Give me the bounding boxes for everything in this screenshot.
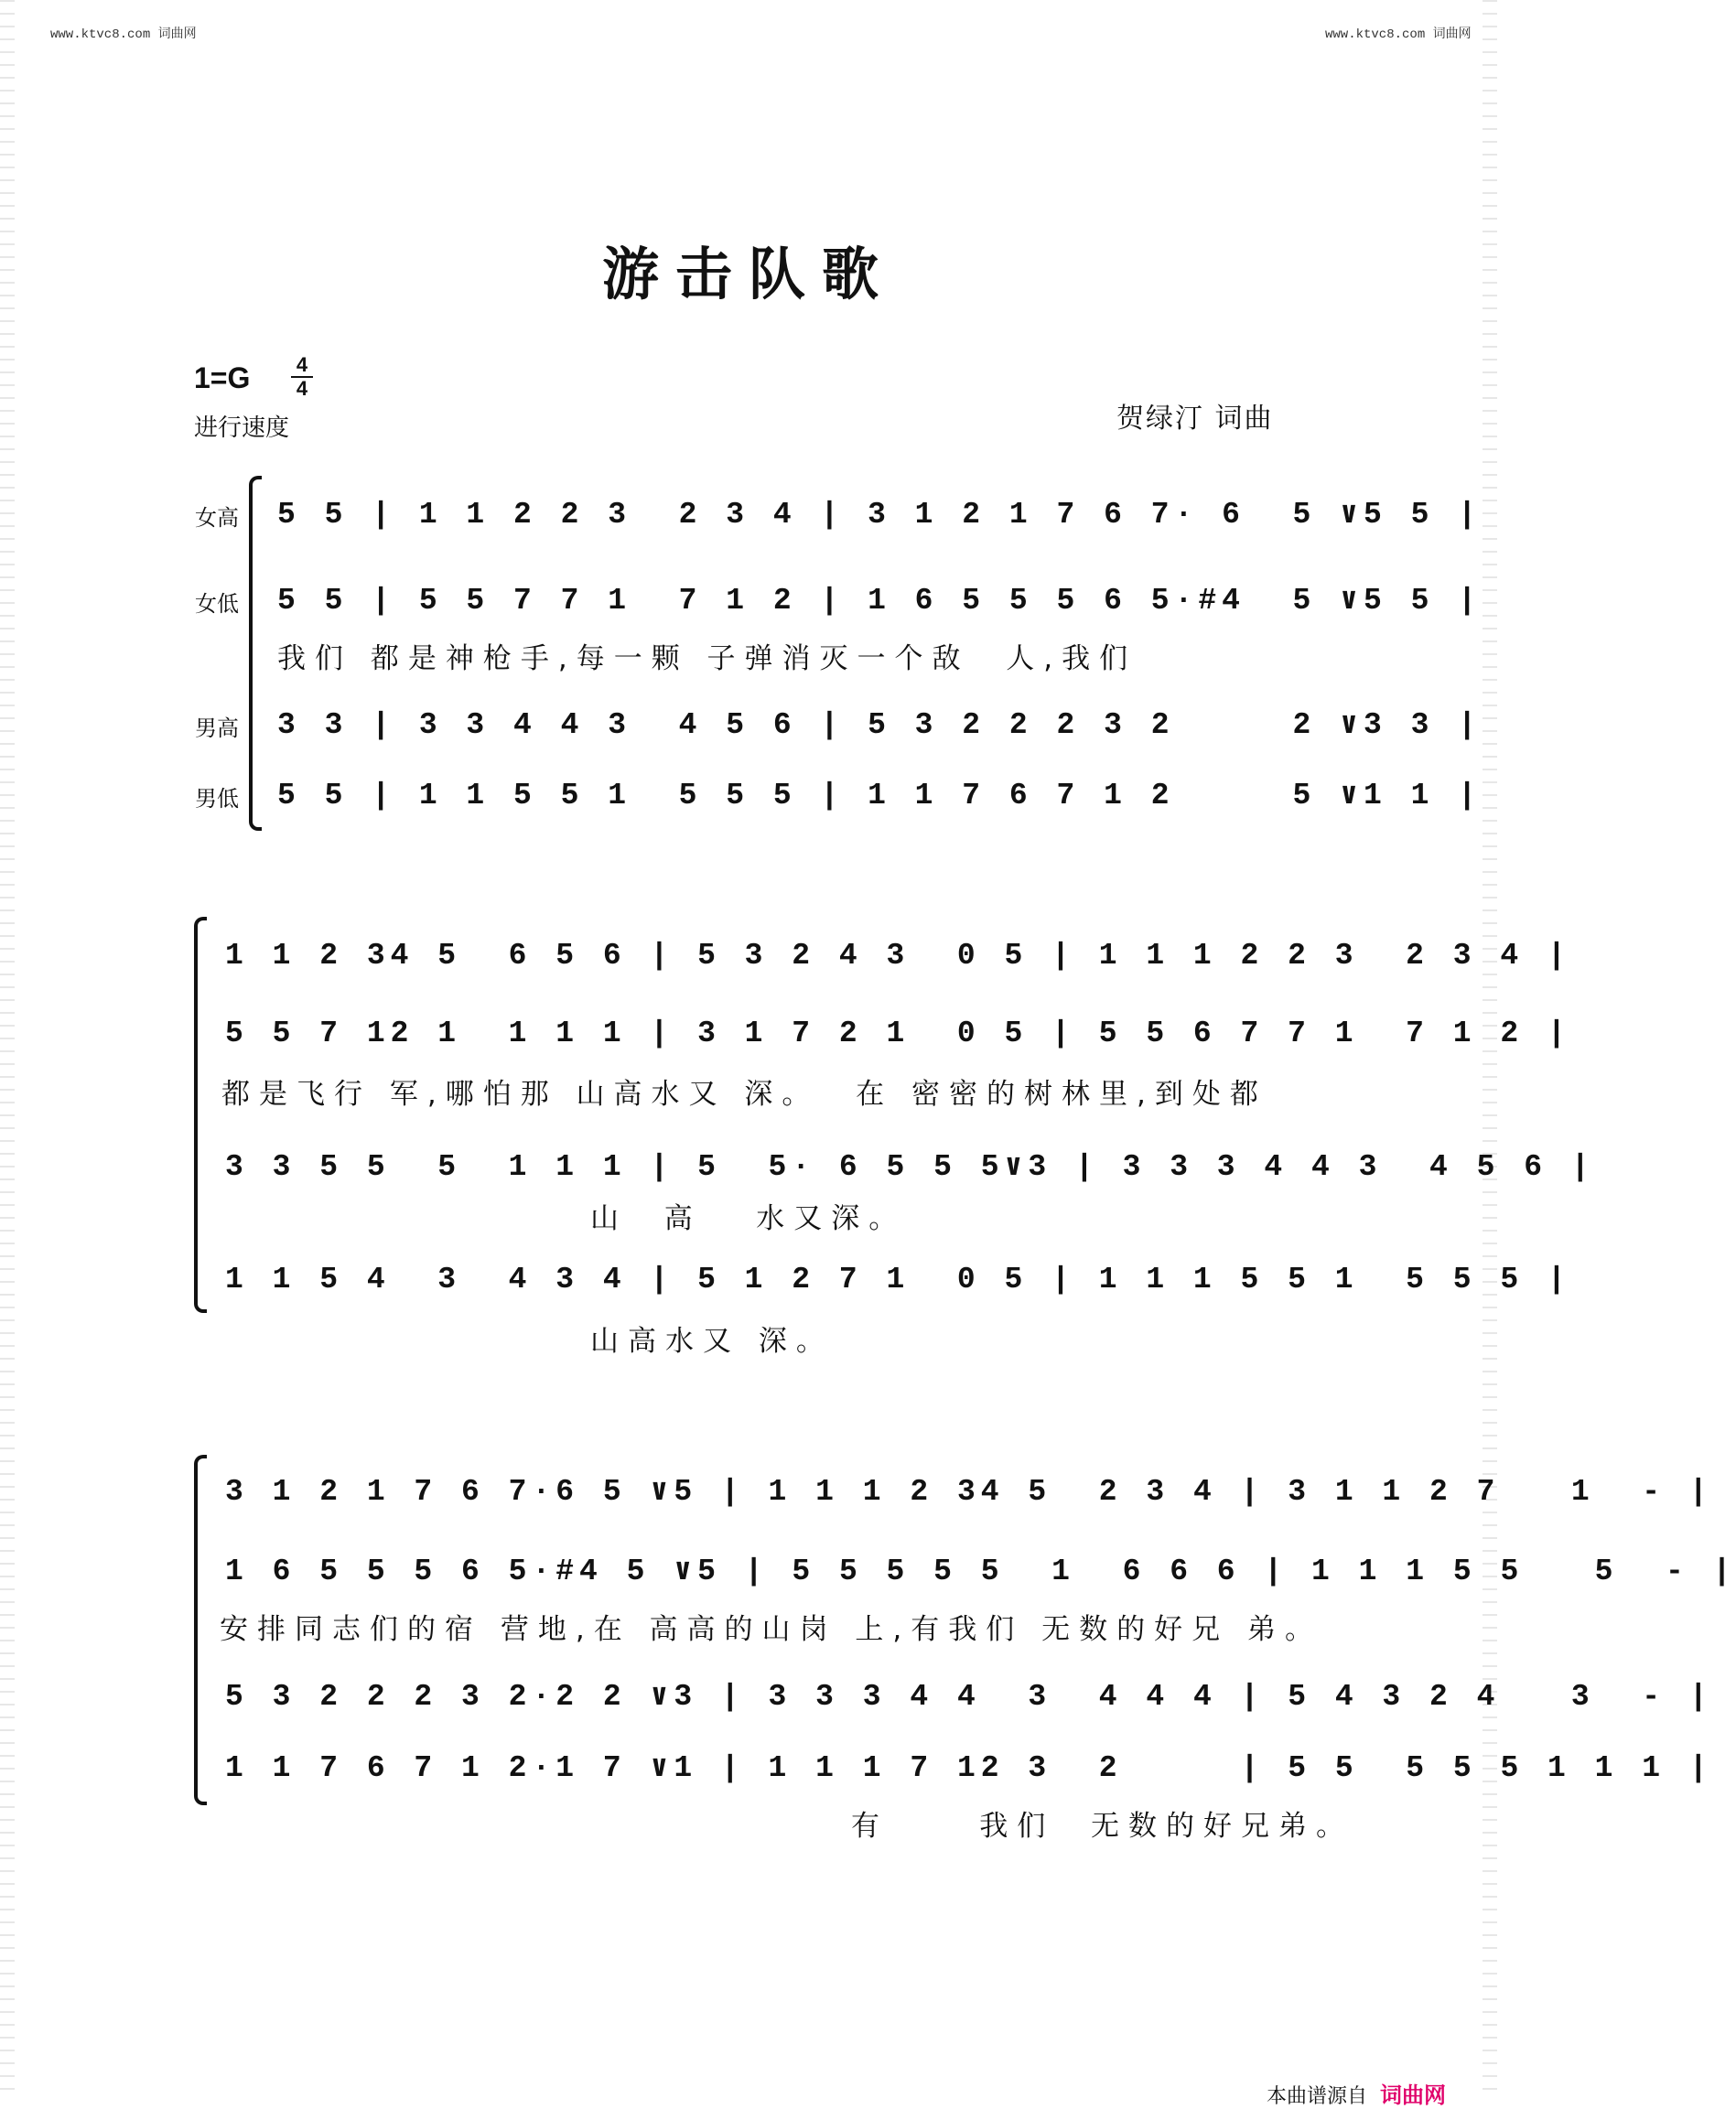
soprano-line: 5 5 | 1 1 2 2 3 2 3 4 | 3 1 2 1 7 6 7· 6 5 ∨5 5 | (277, 498, 1483, 532)
header-left-site[interactable]: www.ktvc8.com 词曲网 (50, 27, 197, 42)
tenor-lyrics: 山 高 水又深。 (590, 1202, 907, 1235)
bass-line: 1 1 5 4 3 4 3 4 | 5 1 2 7 1 0 5 | 1 1 1 5 5 1 5 5 5 | (225, 1263, 1571, 1297)
system-brace (194, 917, 207, 1313)
tempo-marking: 进行速度 (194, 414, 290, 442)
lyrics-line: 都是飞行 军,哪怕那 山高水又 深。 在 密密的树林里,到处都 (221, 1078, 1267, 1111)
lyrics-line: 我们 都是神枪手,每一颗 子弹消灭一个敌 人,我们 (277, 642, 1138, 675)
bass-line: 1 1 7 6 7 1 2·1 7 ∨1 | 1 1 1 7 12 3 2 | 5 5 5 5 5 1 1 1 | (225, 1751, 1713, 1785)
alto-line: 5 5 | 5 5 7 7 1 7 1 2 | 1 6 5 5 5 6 5·#4 5 ∨5 5 | (277, 584, 1483, 618)
alto-line: 5 5 7 12 1 1 1 1 | 3 1 7 2 1 0 5 | 5 5 6 7 7 1 7 1 2 | (225, 1017, 1571, 1050)
soprano-line: 1 1 2 34 5 6 5 6 | 5 3 2 4 3 0 5 | 1 1 1 2 2 3 2 3 4 | (225, 939, 1571, 973)
soprano-line: 3 1 2 1 7 6 7·6 5 ∨5 | 1 1 1 2 34 5 2 3 4 | 3 1 1 2 7 1 - | (225, 1475, 1713, 1509)
header-right-site[interactable]: www.ktvc8.com 词曲网 (1325, 27, 1472, 42)
voice-label-soprano: 女高 (195, 505, 239, 531)
song-title: 游击队歌 (601, 241, 895, 307)
voice-label-alto: 女低 (195, 591, 239, 617)
bass-lyrics: 山高水又 深。 (590, 1325, 834, 1358)
author-credit: 贺绿汀 词曲 (1116, 403, 1274, 435)
tenor-line: 3 3 5 5 5 1 1 1 | 5 5· 6 5 5 5∨3 | 3 3 3 4 4 3 4 5 6 | (225, 1150, 1595, 1184)
alto-line: 1 6 5 5 5 6 5·#4 5 ∨5 | 5 5 5 5 5 1 6 6 6 | 1 1 1 5 5 5 - | (225, 1555, 1736, 1588)
time-signature-bottom: 4 (296, 377, 308, 400)
tenor-line: 3 3 | 3 3 4 4 3 4 5 6 | 5 3 2 2 2 3 2 2 ∨3 3 | (277, 708, 1483, 742)
voice-label-bass: 男低 (195, 786, 239, 812)
system-brace (249, 476, 262, 831)
footer-brand-link[interactable]: 词曲网 (1380, 2082, 1447, 2108)
voice-label-tenor: 男高 (195, 716, 239, 741)
bass-lyrics: 有 我们 无数的好兄弟。 (851, 1810, 1353, 1843)
key-signature: 1=G (194, 361, 251, 394)
left-margin-watermark (0, 0, 15, 2100)
footer-text: 本曲谱源自 (1267, 2085, 1368, 2108)
system-brace (194, 1455, 207, 1805)
time-signature-top: 4 (296, 353, 308, 376)
lyrics-line: 安排同志们的宿 营地,在 高高的山岗 上,有我们 无数的好兄 弟。 (220, 1613, 1322, 1646)
bass-line: 5 5 | 1 1 5 5 1 5 5 5 | 1 1 7 6 7 1 2 5 ∨1 1 | (277, 779, 1483, 812)
tenor-line: 5 3 2 2 2 3 2·2 2 ∨3 | 3 3 3 4 4 3 4 4 4 | 5 4 3 2 4 3 - | (225, 1680, 1713, 1714)
time-signature (291, 355, 313, 399)
footer-source (1254, 2054, 1446, 2109)
